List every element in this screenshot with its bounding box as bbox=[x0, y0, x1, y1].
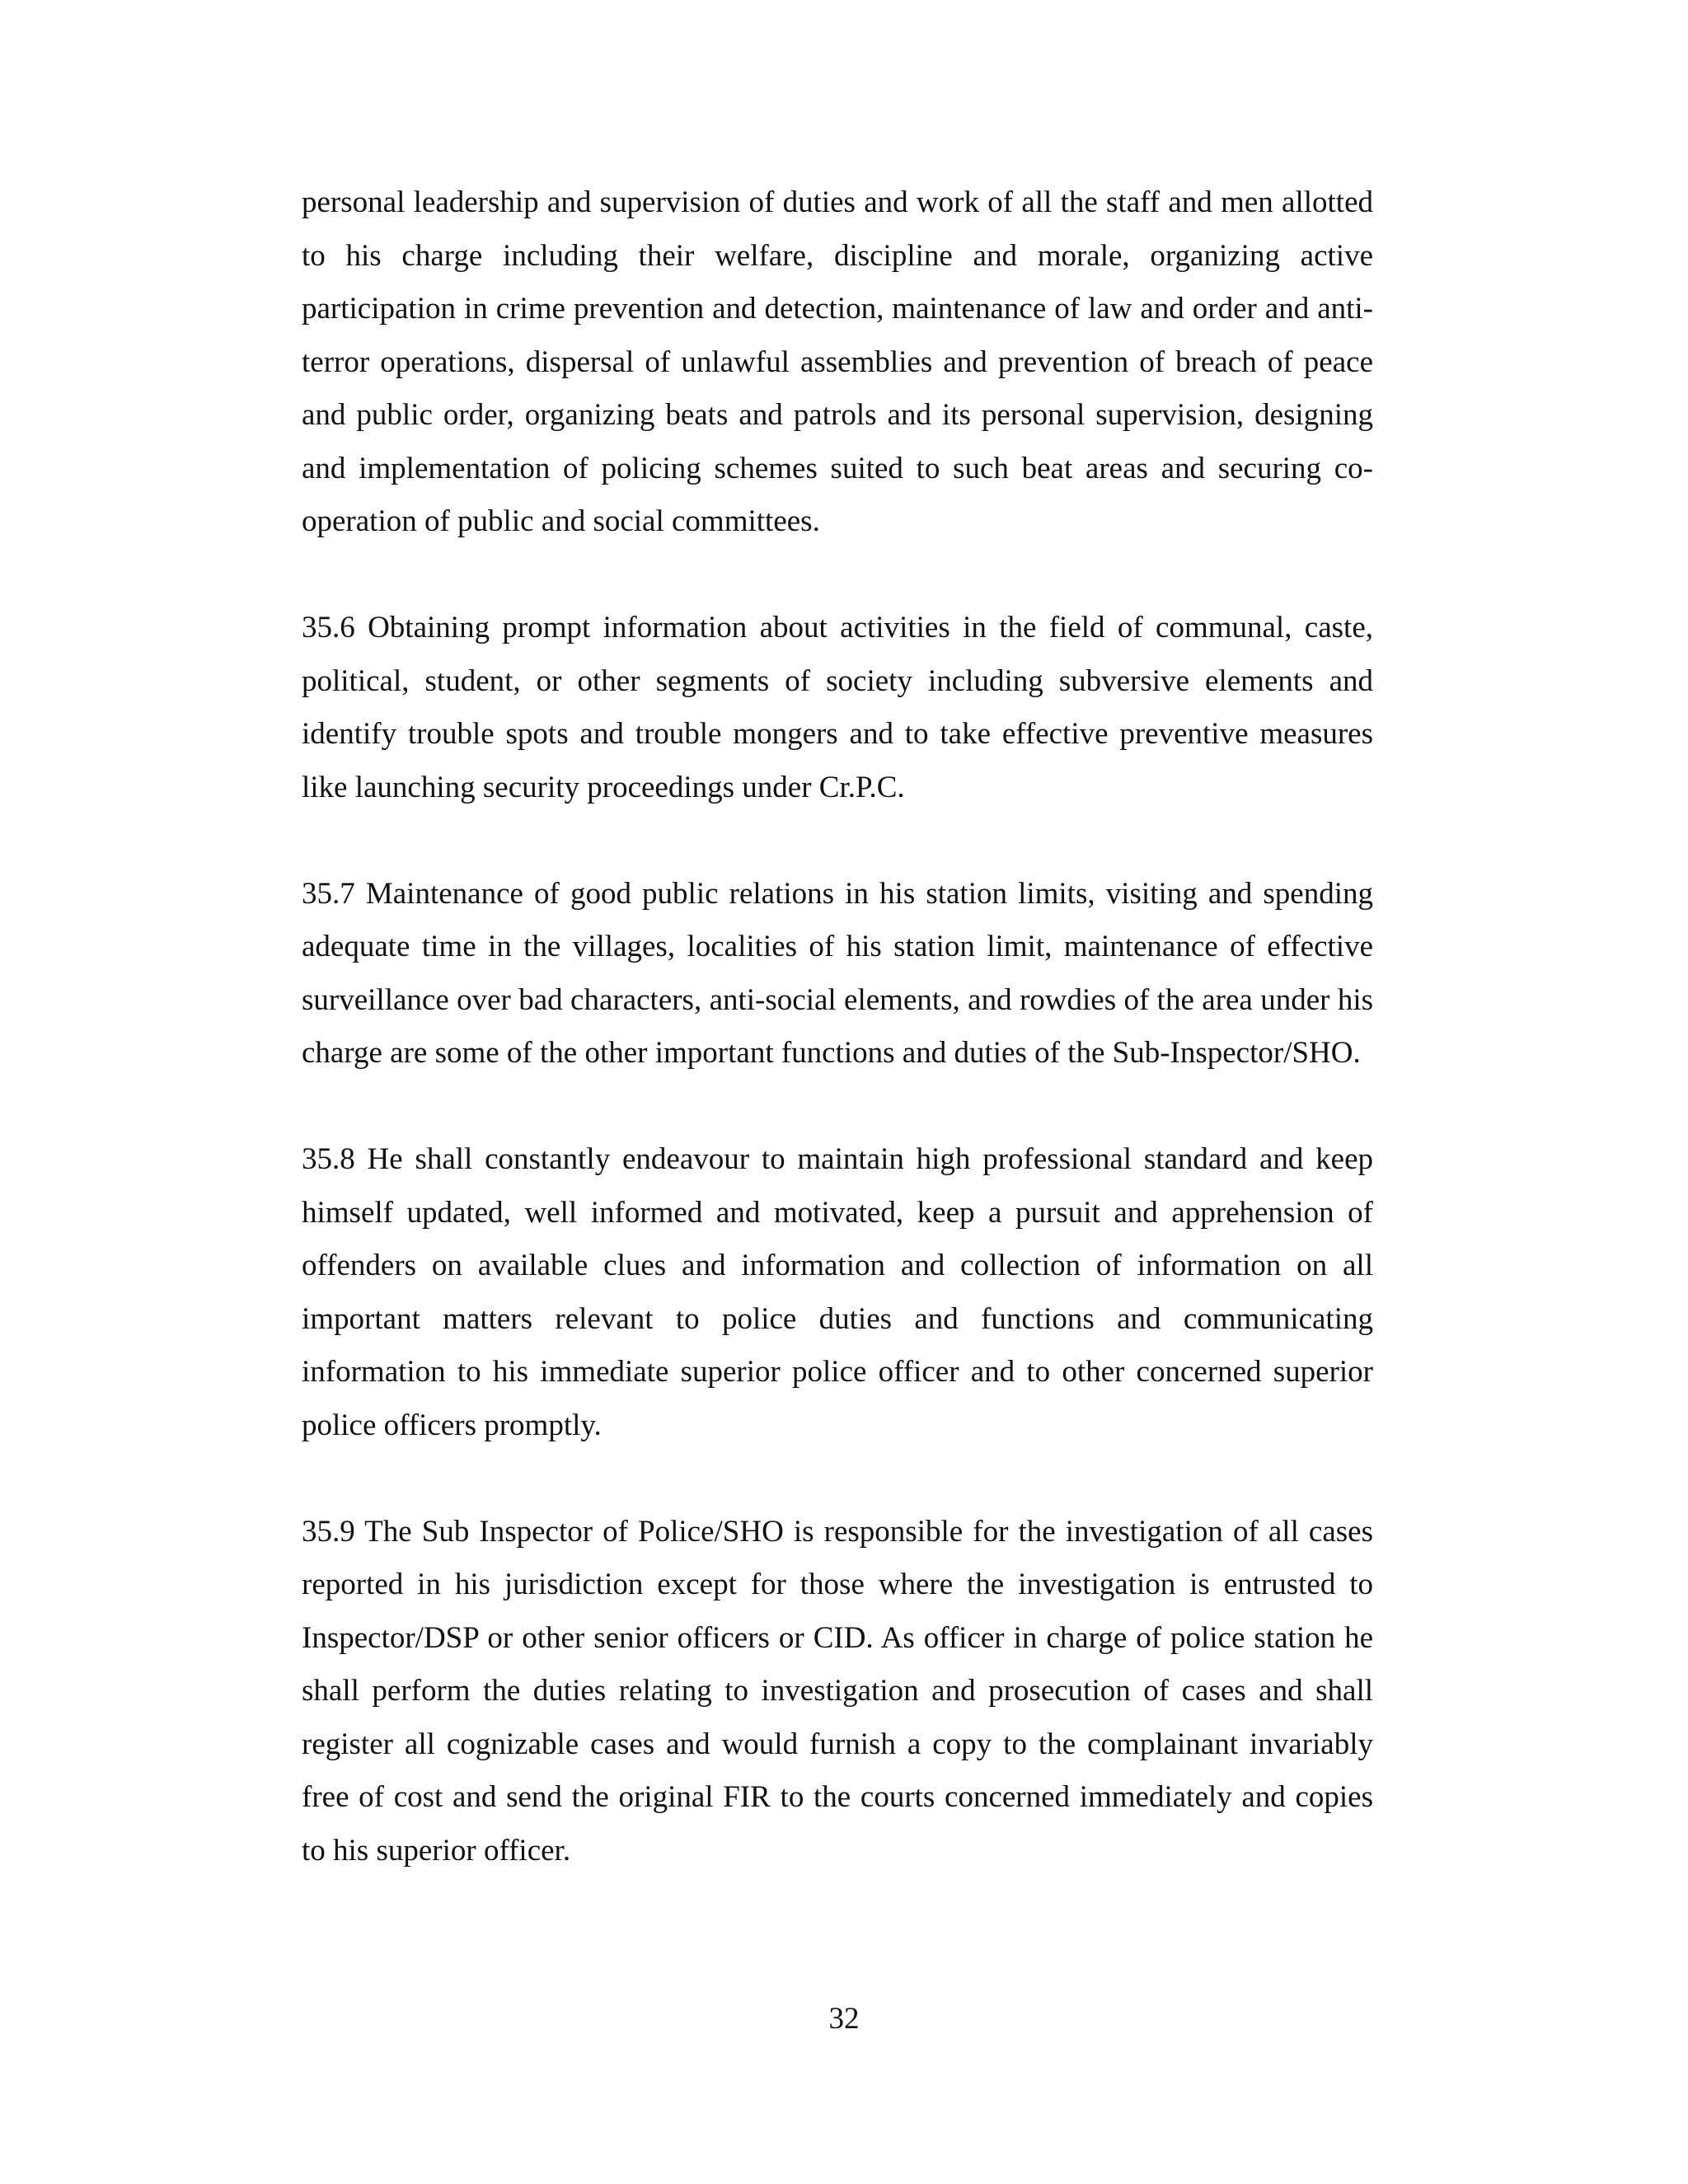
paragraph-35-7: 35.7 Maintenance of good public relations in his station limits, visiting and spending adequate time in the villages, localities of his station limit, maintenance of effective surveillance over bad characters, anti-social elements, and rowdies of the area under his charge are some of the other important functions and duties of the Sub-Inspector/SHO. bbox=[302, 876, 1373, 1070]
paragraph-35-6: 35.6 Obtaining prompt information about activities in the field of communal, caste, political, student, or other segments of society including subversive elements and identify trouble spots and trouble mongers and to take effective preventive measures like launching security proceedings under Cr.P.C. bbox=[302, 611, 1373, 804]
paragraph-35-8: 35.8 He shall constantly endeavour to maintain high professional standard and keep himself updated, well informed and motivated, keep a pursuit and apprehension of offenders on available clues and information and collection of information on all important matters relevant to police duties and functions and communicating information to his immediate superior police officer and to other concerned superior police officers promptly. bbox=[302, 1142, 1373, 1442]
page-number: 32 bbox=[828, 2002, 860, 2036]
paragraph-35-9: 35.9 The Sub Inspector of Police/SHO is responsible for the investigation of all cases reported in his jurisdiction except for those where the investigation is entrusted to Inspector/DSP or other senior officers or CID. As officer in charge of police station he shall perform the duties relating to investigation and prosecution of cases and shall register all cognizable cases and would furnish a copy to the complainant invariably free of cost and send the original FIR to the courts concerned immediately and copies to his superior officer. bbox=[302, 1514, 1373, 1868]
body-text bbox=[302, 176, 1373, 1877]
paragraph-continuation: personal leadership and supervision of duties and work of all the staff and men allotted to his charge including their welfare, discipline and morale, organizing active participation in crime prevention and detection, maintenance of law and order and anti-terror operations, dispersal of unlawful assemblies and prevention of breach of peace and public order, organizing beats and patrols and its personal supervision, designing and implementation of policing schemes suited to such beat areas and securing co-operation of public and social committees. bbox=[302, 185, 1373, 538]
